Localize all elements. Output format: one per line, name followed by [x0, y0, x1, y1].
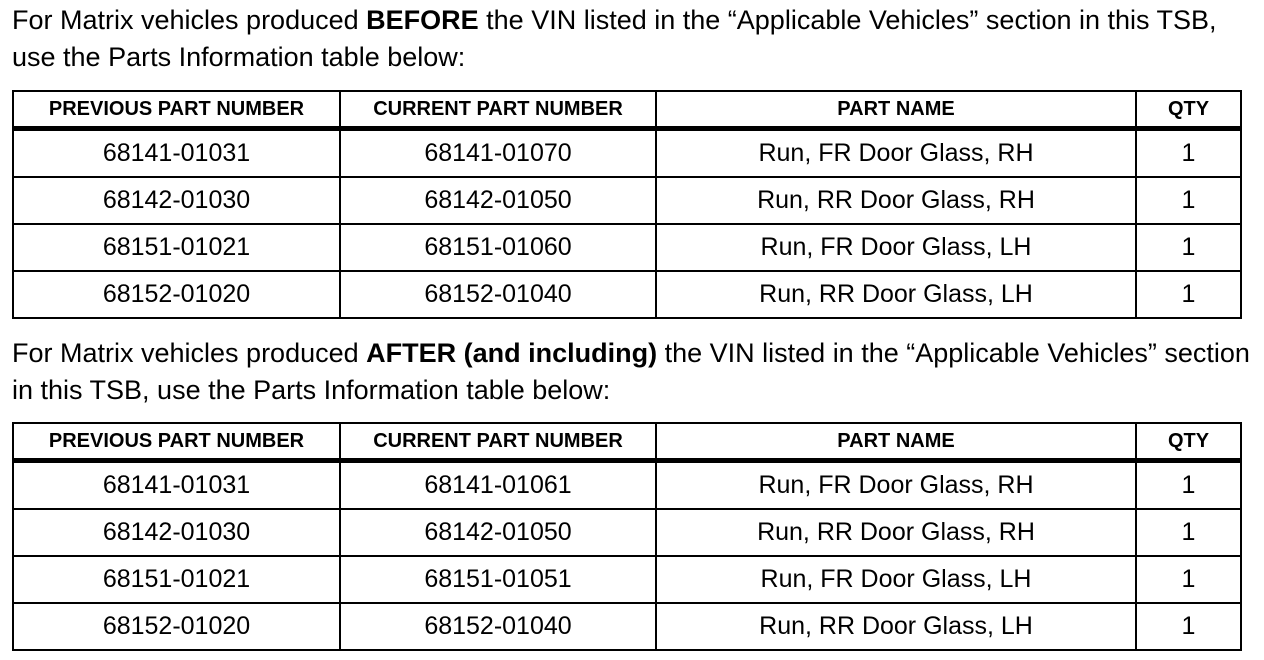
previous-part-number: 68142-01030	[13, 177, 340, 224]
table-row	[13, 509, 1241, 556]
part-name: Run, FR Door Glass, RH	[656, 129, 1136, 178]
header-qty: QTY	[1136, 91, 1241, 129]
table-row	[13, 603, 1241, 650]
previous-part-number: 68152-01020	[13, 271, 340, 318]
current-part-number: 68152-01040	[340, 603, 656, 650]
qty: 1	[1136, 224, 1241, 271]
header-previous-part-number: PREVIOUS PART NUMBER	[13, 423, 340, 461]
table-row	[13, 461, 1241, 510]
current-part-number: 68151-01051	[340, 556, 656, 603]
qty: 1	[1136, 509, 1241, 556]
intro-after-bold: AFTER (and including)	[366, 338, 658, 368]
table-row	[13, 224, 1241, 271]
header-qty: QTY	[1136, 423, 1241, 461]
qty: 1	[1136, 603, 1241, 650]
previous-part-number: 68151-01021	[13, 224, 340, 271]
part-name: Run, RR Door Glass, RH	[656, 177, 1136, 224]
table-row	[13, 129, 1241, 178]
intro-after-text-2: the VIN listed in the “Applicable Vehicles” section in this TSB, use the Parts Information table below:	[12, 338, 1250, 405]
part-name: Run, FR Door Glass, LH	[656, 224, 1136, 271]
header-current-part-number: CURRENT PART NUMBER	[340, 91, 656, 129]
table-header-row	[13, 91, 1241, 129]
current-part-number: 68141-01061	[340, 461, 656, 510]
intro-before-text-2: the VIN listed in the “Applicable Vehicles” section in this TSB, use the Parts Information table below:	[12, 5, 1217, 72]
qty: 1	[1136, 556, 1241, 603]
qty: 1	[1136, 129, 1241, 178]
parts-table-after	[12, 422, 1242, 651]
part-name: Run, RR Door Glass, LH	[656, 603, 1136, 650]
header-previous-part-number: PREVIOUS PART NUMBER	[13, 91, 340, 129]
intro-after-text-1: For Matrix vehicles produced	[12, 338, 367, 368]
previous-part-number: 68141-01031	[13, 129, 340, 178]
table-row	[13, 177, 1241, 224]
intro-after	[12, 335, 1252, 409]
previous-part-number: 68151-01021	[13, 556, 340, 603]
part-name: Run, RR Door Glass, LH	[656, 271, 1136, 318]
current-part-number: 68142-01050	[340, 177, 656, 224]
current-part-number: 68152-01040	[340, 271, 656, 318]
header-current-part-number: CURRENT PART NUMBER	[340, 423, 656, 461]
intro-before-text-1: For Matrix vehicles produced	[12, 5, 367, 35]
current-part-number: 68142-01050	[340, 509, 656, 556]
intro-before	[12, 2, 1252, 76]
qty: 1	[1136, 271, 1241, 318]
previous-part-number: 68142-01030	[13, 509, 340, 556]
header-part-name: PART NAME	[656, 91, 1136, 129]
current-part-number: 68151-01060	[340, 224, 656, 271]
part-name: Run, FR Door Glass, LH	[656, 556, 1136, 603]
table-row	[13, 271, 1241, 318]
table-row	[13, 556, 1241, 603]
intro-before-bold: BEFORE	[366, 5, 479, 35]
part-name: Run, RR Door Glass, RH	[656, 509, 1136, 556]
qty: 1	[1136, 177, 1241, 224]
parts-table-before	[12, 90, 1242, 319]
previous-part-number: 68152-01020	[13, 603, 340, 650]
header-part-name: PART NAME	[656, 423, 1136, 461]
current-part-number: 68141-01070	[340, 129, 656, 178]
previous-part-number: 68141-01031	[13, 461, 340, 510]
qty: 1	[1136, 461, 1241, 510]
table-header-row	[13, 423, 1241, 461]
part-name: Run, FR Door Glass, RH	[656, 461, 1136, 510]
